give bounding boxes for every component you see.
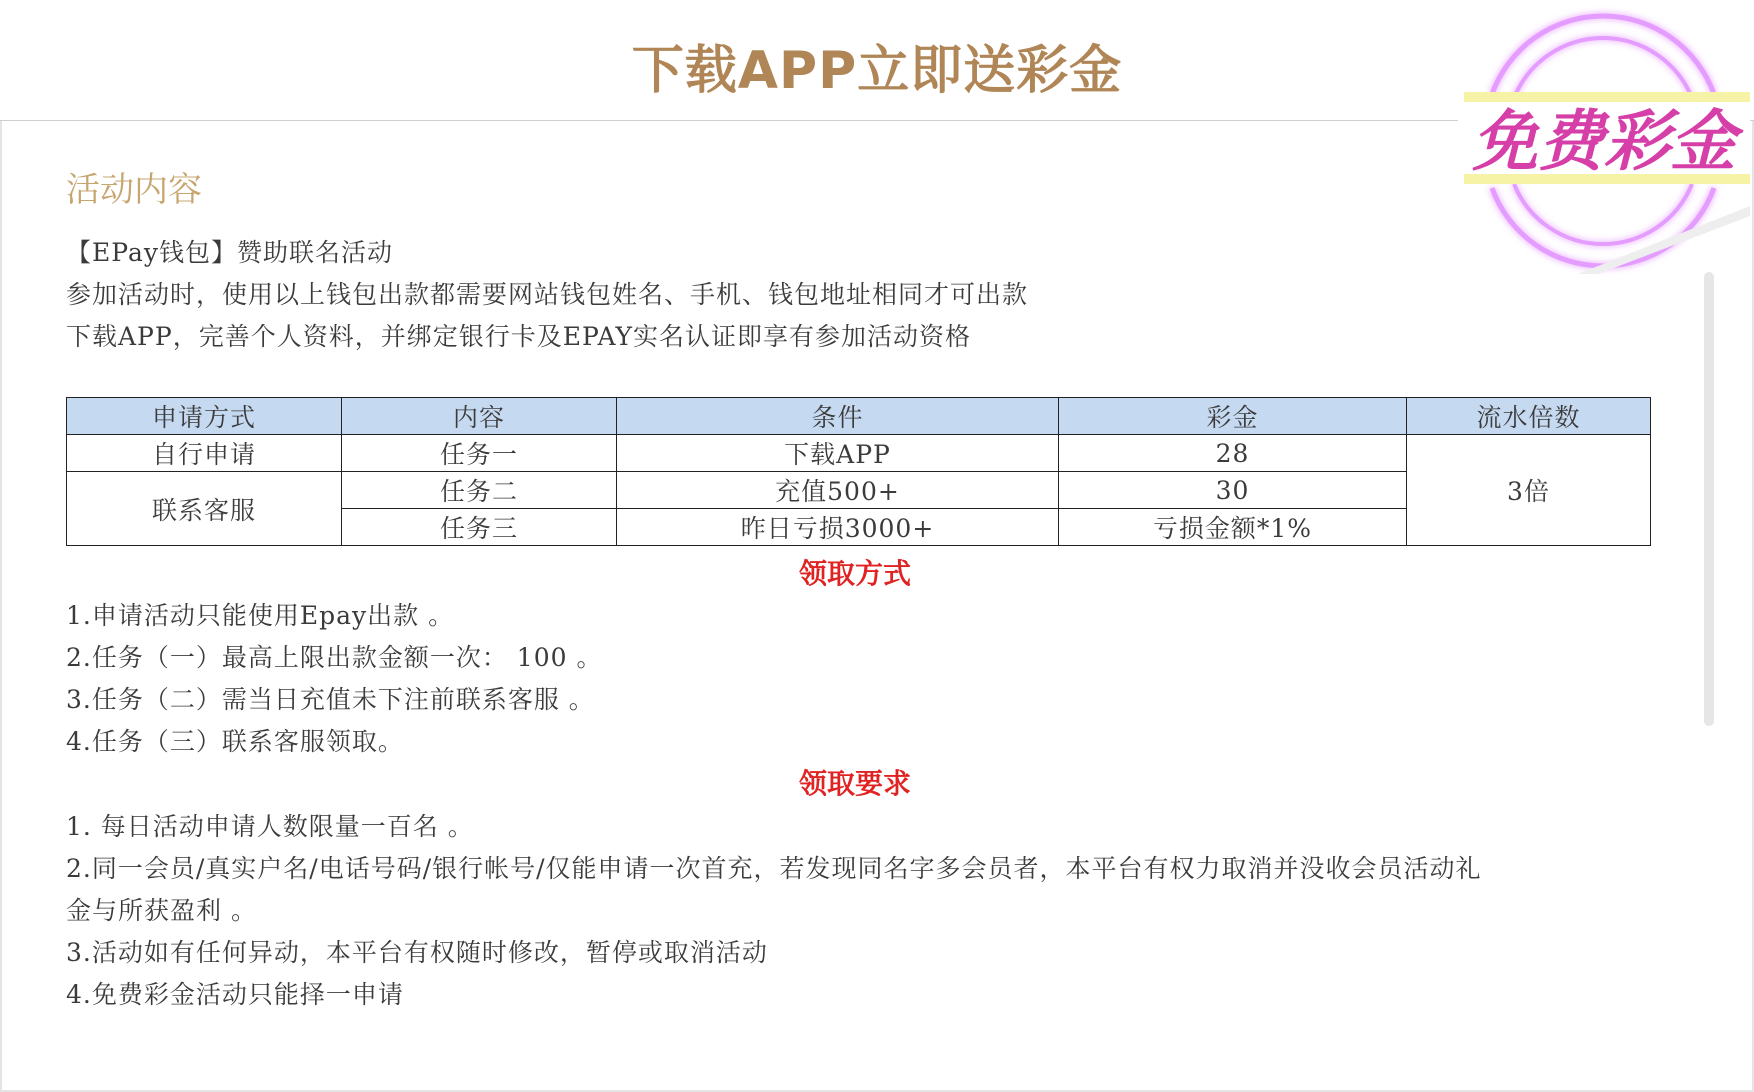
cell-content: 任务三 bbox=[342, 509, 617, 546]
cell-content: 任务二 bbox=[342, 472, 617, 509]
cell-bonus: 30 bbox=[1059, 472, 1407, 509]
claim-requirement-item: 3.活动如有任何异动，本平台有权随时修改，暂停或取消活动 bbox=[66, 938, 768, 967]
cell-method: 自行申请 bbox=[67, 435, 342, 472]
cell-condition: 下载APP bbox=[617, 435, 1059, 472]
claim-method-item: 1.申请活动只能使用Epay出款 。 bbox=[66, 601, 455, 630]
intro-line-wallet-rule: 参加活动时，使用以上钱包出款都需要网站钱包姓名、手机、钱包地址相同才可出款 bbox=[66, 280, 1029, 309]
table-row bbox=[67, 435, 1651, 472]
badge-band-top bbox=[1464, 92, 1750, 102]
intro-line-eligibility: 下载APP，完善个人资料，并绑定银行卡及EPAY实名认证即享有参加活动资格 bbox=[66, 322, 972, 351]
header-condition: 条件 bbox=[617, 398, 1059, 435]
intro-line-sponsor: 【EPay钱包】赞助联名活动 bbox=[66, 238, 393, 267]
page-title: 下载APP立即送彩金 bbox=[631, 41, 1123, 101]
claim-method-item: 2.任务（一）最高上限出款金额一次： 100 。 bbox=[66, 643, 603, 672]
cell-bonus: 28 bbox=[1059, 435, 1407, 472]
claim-requirements-heading: 领取要求 bbox=[798, 767, 911, 800]
claim-method-item: 3.任务（二）需当日充值未下注前联系客服 。 bbox=[66, 685, 595, 714]
claim-requirement-item: 金与所获盈利 。 bbox=[66, 896, 257, 925]
claim-method-item: 4.任务（三）联系客服领取。 bbox=[66, 727, 404, 756]
cell-content: 任务一 bbox=[342, 435, 617, 472]
claim-method-heading: 领取方式 bbox=[798, 557, 911, 590]
header-turnover: 流水倍数 bbox=[1407, 398, 1651, 435]
badge-text: 免费彩金 bbox=[1472, 103, 1736, 180]
cell-method: 联系客服 bbox=[67, 472, 342, 546]
table-header-row bbox=[67, 398, 1651, 435]
cell-condition: 充值500+ bbox=[617, 472, 1059, 509]
free-bonus-badge[interactable] bbox=[1458, 6, 1750, 274]
claim-requirement-item: 1. 每日活动申请人数限量一百名 。 bbox=[66, 812, 474, 841]
claim-requirement-item: 4.免费彩金活动只能择一申请 bbox=[66, 980, 404, 1009]
section-heading-activity: 活动内容 bbox=[66, 170, 202, 210]
header-content: 内容 bbox=[342, 398, 617, 435]
header-bonus: 彩金 bbox=[1059, 398, 1407, 435]
promo-table bbox=[66, 397, 1651, 546]
cell-bonus: 亏损金额*1% bbox=[1059, 509, 1407, 546]
header-method: 申请方式 bbox=[67, 398, 342, 435]
scrollbar[interactable] bbox=[1704, 272, 1714, 726]
cell-turnover: 3倍 bbox=[1407, 435, 1651, 546]
claim-requirement-item: 2.同一会员/真实户名/电话号码/银行帐号/仅能申请一次首充，若发现同名字多会员者，本平台有权力取消并没收会员活动礼 bbox=[66, 854, 1482, 883]
cell-condition: 昨日亏损3000+ bbox=[617, 509, 1059, 546]
